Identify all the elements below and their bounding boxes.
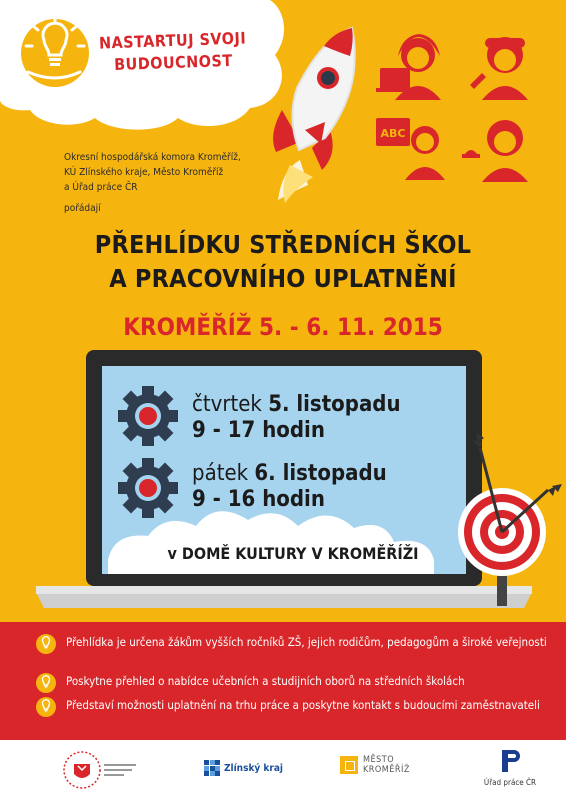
info-bullet <box>36 697 556 717</box>
person-icon <box>376 118 445 180</box>
organizer-line: KÚ Zlínského kraje, Město Kroměříž <box>64 167 224 178</box>
logo-line1: NASTARTUJ SVOJI <box>98 28 247 53</box>
event-title <box>0 228 566 296</box>
title-line1: PŘEHLÍDKU STŘEDNÍCH ŠKOL <box>94 230 472 259</box>
schedule-day: pátek <box>192 461 249 486</box>
schedule-thursday <box>192 392 401 444</box>
logo-text <box>97 27 248 76</box>
ohk-logo <box>60 748 140 792</box>
svg-text:ABC: ABC <box>380 127 406 140</box>
logo-line2: BUDOUCNOST <box>113 50 233 75</box>
info-bullet <box>36 673 556 693</box>
people-icons <box>376 34 528 182</box>
gear-icon <box>118 386 178 446</box>
lightbulb-icon <box>36 673 56 693</box>
organizers <box>64 150 324 195</box>
bullet-text: Poskytne přehled o nabídce učebních a studijních oborů na středních školách <box>66 674 465 688</box>
mesto-mark <box>340 756 358 774</box>
urad-text: Úřad práce ČR <box>483 778 537 787</box>
organizer-line: a Úřad práce ČR <box>64 182 138 193</box>
bullet-text: Přehlídka je určena žákům vyšších ročníků ZŠ, jejich rodičům, pedagogům a široké veřejnosti <box>66 635 547 649</box>
mesto-line1: MĚSTO <box>363 755 395 765</box>
person-icon <box>462 120 528 182</box>
zlinsky-kraj-logo <box>204 760 283 776</box>
organizer-line: Okresní hospodářská komora Kroměříž, <box>64 152 241 163</box>
mesto-line2: KROMĚŘÍŽ <box>363 765 410 775</box>
lightbulb-icon <box>36 634 56 654</box>
person-icon <box>376 34 441 100</box>
person-icon <box>470 37 528 100</box>
zlinsky-text: Zlínský kraj <box>224 762 283 774</box>
urad-prace-logo <box>480 748 540 787</box>
schedule-hours: 9 - 17 hodin <box>192 418 325 443</box>
venue: v DOMĚ KULTURY V KROMĚŘÍŽI <box>167 544 419 563</box>
info-bullet <box>36 634 556 654</box>
urad-prace-mark <box>500 748 520 774</box>
schedule-friday <box>192 461 387 513</box>
lightbulb-icon <box>36 697 56 717</box>
schedule-date: 5. listopadu <box>268 392 401 417</box>
title-line2: A PRACOVNÍHO UPLATNĚNÍ <box>109 264 457 293</box>
event-date: KROMĚŘÍŽ 5. - 6. 11. 2015 <box>123 313 443 341</box>
gear-icon <box>118 458 178 518</box>
poradaji-label: pořádají <box>64 203 101 214</box>
schedule-hours: 9 - 16 hodin <box>192 487 325 512</box>
bullet-text: Představí možnosti uplatnění na trhu práce a poskytne kontakt s budoucími zaměstnavateli <box>66 698 540 712</box>
zlinsky-mark <box>204 760 220 776</box>
schedule-day: čtvrtek <box>192 392 262 417</box>
mesto-kromeriz-logo <box>340 755 410 775</box>
schedule-date: 6. listopadu <box>254 461 387 486</box>
